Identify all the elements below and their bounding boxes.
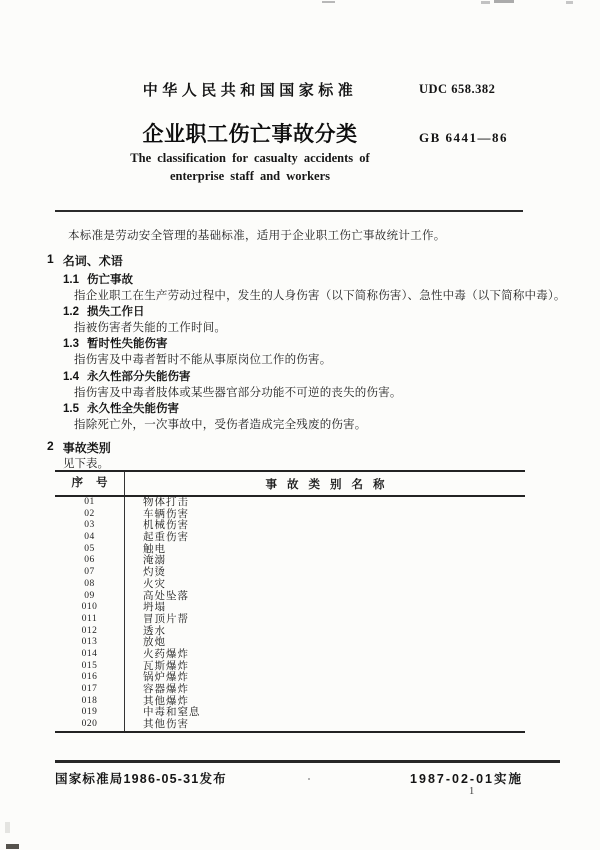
accident-category-table bbox=[55, 470, 525, 733]
section2-heading bbox=[47, 439, 111, 456]
accident-name: 中毒和窒息 bbox=[143, 707, 201, 719]
section1-number: 1 bbox=[47, 252, 54, 266]
term-definition: 指伤害及中毒者暂时不能从事原岗位工作的伤害。 bbox=[74, 354, 332, 367]
table-row bbox=[55, 672, 525, 684]
term-heading bbox=[63, 401, 553, 417]
term-number: 1.5 bbox=[63, 402, 79, 415]
see-table-note: 见下表。 bbox=[63, 458, 109, 470]
english-title-line2: enterprise staff and workers bbox=[169, 168, 330, 183]
accident-code: 09 bbox=[55, 591, 125, 603]
term-heading bbox=[63, 336, 553, 352]
accident-name: 冒顶片帮 bbox=[143, 613, 189, 625]
column-header-serial-no: 序号 bbox=[55, 472, 125, 495]
section1-title: 名词、术语 bbox=[62, 254, 123, 268]
table-row bbox=[55, 614, 525, 626]
accident-code: 05 bbox=[55, 544, 125, 556]
footer bbox=[55, 769, 523, 787]
scan-artifact bbox=[322, 1, 335, 3]
accident-code: 012 bbox=[55, 626, 125, 638]
scan-artifact bbox=[566, 1, 573, 4]
term-item bbox=[63, 336, 553, 368]
table-row bbox=[55, 696, 525, 708]
page-number: 1 bbox=[469, 786, 475, 797]
table-row bbox=[55, 532, 525, 544]
table-row bbox=[55, 497, 525, 509]
table-row bbox=[55, 684, 525, 696]
term-item bbox=[63, 272, 566, 304]
standard-number: GB 6441—86 bbox=[419, 130, 509, 145]
header-divider-rule bbox=[55, 210, 523, 212]
table-row bbox=[55, 567, 525, 579]
accident-name: 瓦斯爆炸 bbox=[143, 660, 189, 672]
term-item bbox=[63, 304, 553, 336]
accident-code: 02 bbox=[55, 509, 125, 521]
accident-name: 其他伤害 bbox=[143, 719, 189, 731]
accident-code: 017 bbox=[55, 684, 125, 696]
term-title: 永久性部分失能伤害 bbox=[87, 370, 191, 383]
section2-number: 2 bbox=[47, 439, 54, 453]
term-heading bbox=[63, 272, 553, 288]
accident-name: 物体打击 bbox=[143, 497, 189, 508]
table-row bbox=[55, 509, 525, 521]
term-number: 1.1 bbox=[63, 274, 79, 286]
accident-name: 容器爆炸 bbox=[143, 684, 189, 695]
accident-code: 04 bbox=[55, 532, 125, 544]
term-title: 伤亡事故 bbox=[87, 274, 133, 286]
term-item bbox=[63, 369, 553, 401]
table-row bbox=[55, 555, 525, 567]
term-definition: 指企业职工在生产劳动过程中，发生的人身伤害（以下简称伤害）、急性中毒（以下简称中毒）。 bbox=[74, 290, 566, 303]
term-item bbox=[63, 401, 553, 433]
section1-heading bbox=[47, 252, 123, 269]
accident-name: 高处坠落 bbox=[143, 590, 189, 602]
accident-code: 014 bbox=[55, 649, 125, 661]
udc-code: UDC 658.382 bbox=[419, 82, 496, 96]
accident-name: 火药爆炸 bbox=[143, 648, 189, 660]
term-title: 暂时性失能伤害 bbox=[87, 338, 168, 351]
term-heading bbox=[63, 369, 553, 385]
table-row bbox=[55, 719, 525, 731]
table-row bbox=[55, 707, 525, 719]
accident-code: 06 bbox=[55, 555, 125, 567]
implementation-date: 1987-02-01实施 bbox=[410, 772, 523, 786]
accident-code: 01 bbox=[55, 497, 125, 509]
accident-name: 起重伤害 bbox=[143, 532, 189, 544]
accident-code: 019 bbox=[55, 707, 125, 719]
term-definition: 指被伤害者失能的工作时间。 bbox=[74, 322, 227, 335]
accident-code: 015 bbox=[55, 661, 125, 673]
accident-name: 其他爆炸 bbox=[143, 695, 189, 707]
scan-artifact bbox=[494, 0, 514, 3]
table-row bbox=[55, 637, 525, 649]
term-definition: 指伤害及中毒者肢体或某些器官部分功能不可逆的丧失的伤害。 bbox=[74, 386, 402, 399]
national-standard-org-line: 中华人民共和国国家标准 bbox=[142, 82, 358, 99]
term-title: 损失工作日 bbox=[87, 306, 145, 319]
scan-artifact bbox=[5, 822, 10, 833]
accident-code: 018 bbox=[55, 696, 125, 708]
table-row bbox=[55, 520, 525, 532]
accident-table-body bbox=[55, 497, 525, 731]
table-row bbox=[55, 591, 525, 603]
accident-code: 013 bbox=[55, 637, 125, 649]
accident-name: 车辆伤害 bbox=[143, 508, 189, 520]
accident-name: 坍塌 bbox=[143, 602, 166, 614]
english-title-line1: The classification for casualty accidents of bbox=[130, 151, 370, 165]
footer-divider-rule bbox=[55, 760, 560, 763]
table-row bbox=[55, 661, 525, 673]
document-title-english bbox=[55, 150, 445, 185]
accident-name: 淹溺 bbox=[143, 555, 166, 567]
column-header-category-name: 事故类别名称 bbox=[265, 478, 395, 491]
scope-statement: 本标准是劳动安全管理的基础标准，适用于企业职工伤亡事故统计工作。 bbox=[68, 230, 446, 242]
term-heading bbox=[63, 304, 553, 320]
scan-artifact bbox=[6, 844, 19, 849]
issued-by-date: 国家标准局1986-05-31发布 bbox=[55, 772, 227, 786]
accident-name: 触电 bbox=[143, 543, 166, 555]
document-title-chinese: 企业职工伤亡事故分类 bbox=[142, 123, 358, 146]
term-number: 1.3 bbox=[63, 338, 79, 351]
section2-title: 事故类别 bbox=[62, 441, 111, 455]
accident-code: 03 bbox=[55, 520, 125, 532]
scan-artifact bbox=[481, 1, 490, 4]
table-header-row bbox=[55, 472, 525, 497]
accident-code: 07 bbox=[55, 567, 125, 579]
term-definition: 指除死亡外，一次事故中，受伤者造成完全残废的伤害。 bbox=[74, 418, 367, 431]
table-row bbox=[55, 626, 525, 638]
terms-list bbox=[63, 272, 566, 433]
accident-name: 火灾 bbox=[143, 578, 166, 590]
table-row bbox=[55, 579, 525, 591]
accident-code: 08 bbox=[55, 579, 125, 591]
table-row bbox=[55, 544, 525, 556]
accident-code: 020 bbox=[55, 719, 125, 731]
term-number: 1.4 bbox=[63, 370, 79, 383]
term-title: 永久性全失能伤害 bbox=[87, 402, 179, 415]
accident-code: 016 bbox=[55, 672, 125, 684]
accident-name: 放炮 bbox=[143, 637, 166, 649]
term-number: 1.2 bbox=[63, 306, 79, 319]
table-row bbox=[55, 602, 525, 614]
table-row bbox=[55, 649, 525, 661]
accident-name: 机械伤害 bbox=[143, 520, 189, 532]
accident-name: 锅炉爆炸 bbox=[143, 672, 189, 684]
accident-code: 010 bbox=[55, 602, 125, 614]
accident-name: 灼烫 bbox=[143, 567, 166, 579]
accident-code: 011 bbox=[55, 614, 125, 626]
accident-name: 透水 bbox=[143, 625, 166, 637]
